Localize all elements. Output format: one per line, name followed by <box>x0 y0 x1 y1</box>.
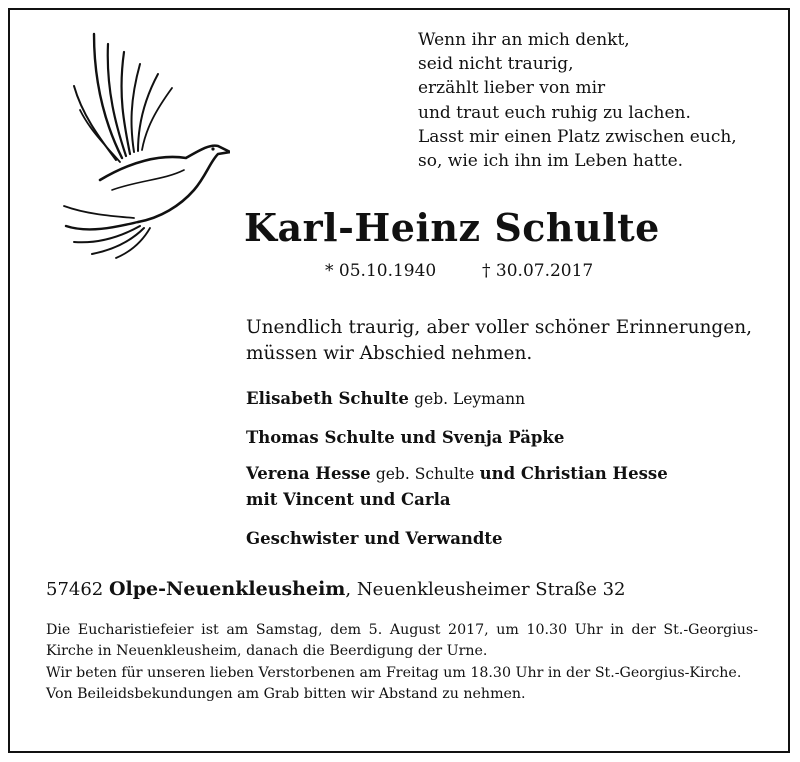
note-paragraph: Von Beileidsbekundungen am Grab bitten wir Abstand zu nehmen. <box>46 686 526 703</box>
address <box>46 578 626 600</box>
birth-date: * 05.10.1940 <box>325 261 437 281</box>
intro-text: Unendlich traurig, aber voller schöner Erinnerungen, müssen wir Abschied nehmen. <box>246 317 752 364</box>
poem <box>418 28 737 173</box>
mourner-name: Elisabeth Schulte <box>246 389 409 408</box>
mourner-line <box>246 461 668 512</box>
poem-line: erzählt lieber von mir <box>418 78 606 99</box>
deceased-name: Karl-Heinz Schulte <box>244 205 660 250</box>
address-city: Olpe-Neuenkleusheim <box>109 578 346 600</box>
note-paragraph: Die Eucharistiefeier ist am Samstag, dem 5. August 2017, um 10.30 Uhr in der St.-Georgius-Kirche in Neuenkleusheim, danach die Beerdigung der Urne. <box>46 622 758 660</box>
poem-line: Wenn ihr an mich denkt, <box>418 30 630 50</box>
mourner-line <box>246 425 564 450</box>
poem-line: seid nicht traurig, <box>418 54 574 75</box>
mourner-name: Geschwister und Verwandte <box>246 529 503 548</box>
poem-line: und traut euch ruhig zu lachen. <box>418 102 691 123</box>
mourner-name: Verena Hesse <box>246 464 371 483</box>
mourner-name: Thomas Schulte und Svenja Päpke <box>246 428 565 447</box>
mourner-line <box>246 386 525 412</box>
address-street: , Neuenkleusheimer Straße 32 <box>345 579 626 600</box>
maiden-name: geb. Schulte <box>375 465 475 483</box>
poem-line: so, wie ich ihn im Leben hatte. <box>418 151 684 172</box>
address-zip: 57462 <box>46 579 104 600</box>
service-notes <box>46 620 758 706</box>
mourner-name: mit Vincent und Carla <box>246 490 451 509</box>
maiden-name: geb. Leymann <box>414 390 526 408</box>
death-date: † 30.07.2017 <box>482 261 594 281</box>
mourner-line <box>246 526 503 551</box>
poem-line: Lasst mir einen Platz zwischen euch, <box>418 126 737 147</box>
note-paragraph: Wir beten für unseren lieben Verstorbenen am Freitag um 18.30 Uhr in der St.-Georgius-Kirche. <box>46 664 742 681</box>
dove-icon <box>60 30 230 260</box>
mourner-name: und Christian Hesse <box>479 464 668 483</box>
